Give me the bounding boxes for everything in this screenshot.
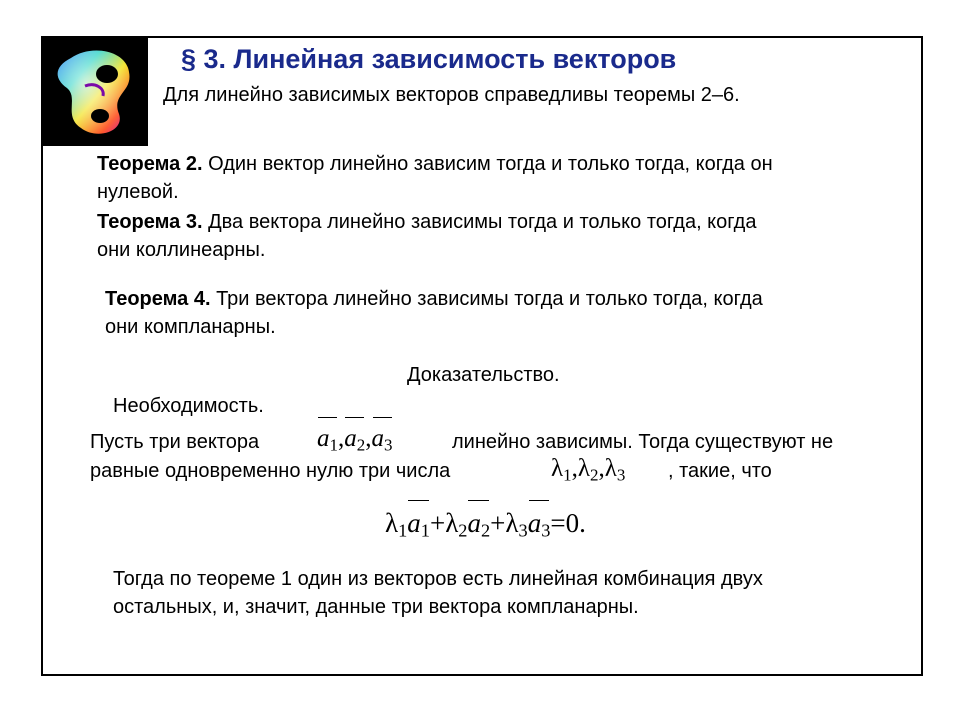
theorem-4 xyxy=(105,285,763,341)
proof-line-1-end: линейно зависимы. Тогда существуют не xyxy=(452,431,834,453)
proof-line-1-start: Пусть три вектора xyxy=(90,431,260,453)
necessity-label: Необходимость. xyxy=(113,395,264,417)
proof-line-2-start: равные одновременно нулю три числа xyxy=(90,460,451,482)
theorem-label: Теорема 3. xyxy=(97,211,203,233)
theorem-label: Теорема 4. xyxy=(105,288,211,310)
theorem-text-cont: они компланарны. xyxy=(105,316,276,338)
torus-logo-icon xyxy=(41,36,148,146)
theorem-label: Теорема 2. xyxy=(97,153,203,175)
proof-line-2-end: , такие, что xyxy=(668,460,772,482)
theorem-text-cont: они коллинеарны. xyxy=(97,239,266,261)
theorem-text-cont: нулевой. xyxy=(97,181,179,203)
theorem-text: Три вектора линейно зависимы тогда и только тогда, когда xyxy=(210,288,763,310)
theorem-2 xyxy=(97,150,773,206)
conclusion-line-1: Тогда по теореме 1 один из векторов есть линейная комбинация двух xyxy=(113,568,763,590)
conclusion xyxy=(113,565,763,621)
proof-heading: Доказательство. xyxy=(407,364,560,386)
theorem-text: Два вектора линейно зависимы тогда и только тогда, когда xyxy=(202,211,757,233)
theorem-text: Один вектор линейно зависим тогда и только тогда, когда он xyxy=(202,153,773,175)
page-title: § 3. Линейная зависимость векторов xyxy=(181,44,677,74)
lambdas: $\lambda_1,\lambda_2,\lambda_3$ xyxy=(551,455,626,485)
theorem-3 xyxy=(97,208,756,264)
linear-combination-equation: $\lambda_1a_1+\lambda_2a_2+\lambda_3a_3=0$. xyxy=(385,508,586,541)
logo xyxy=(41,36,148,146)
conclusion-line-2: остальных, и, значит, данные три вектора компланарны. xyxy=(113,596,639,618)
page-subtitle: Для линейно зависимых векторов справедливы теоремы 2–6. xyxy=(163,84,740,106)
vectors-a1-a2-a3: $a_1,a_2,a_3$ xyxy=(317,425,393,455)
